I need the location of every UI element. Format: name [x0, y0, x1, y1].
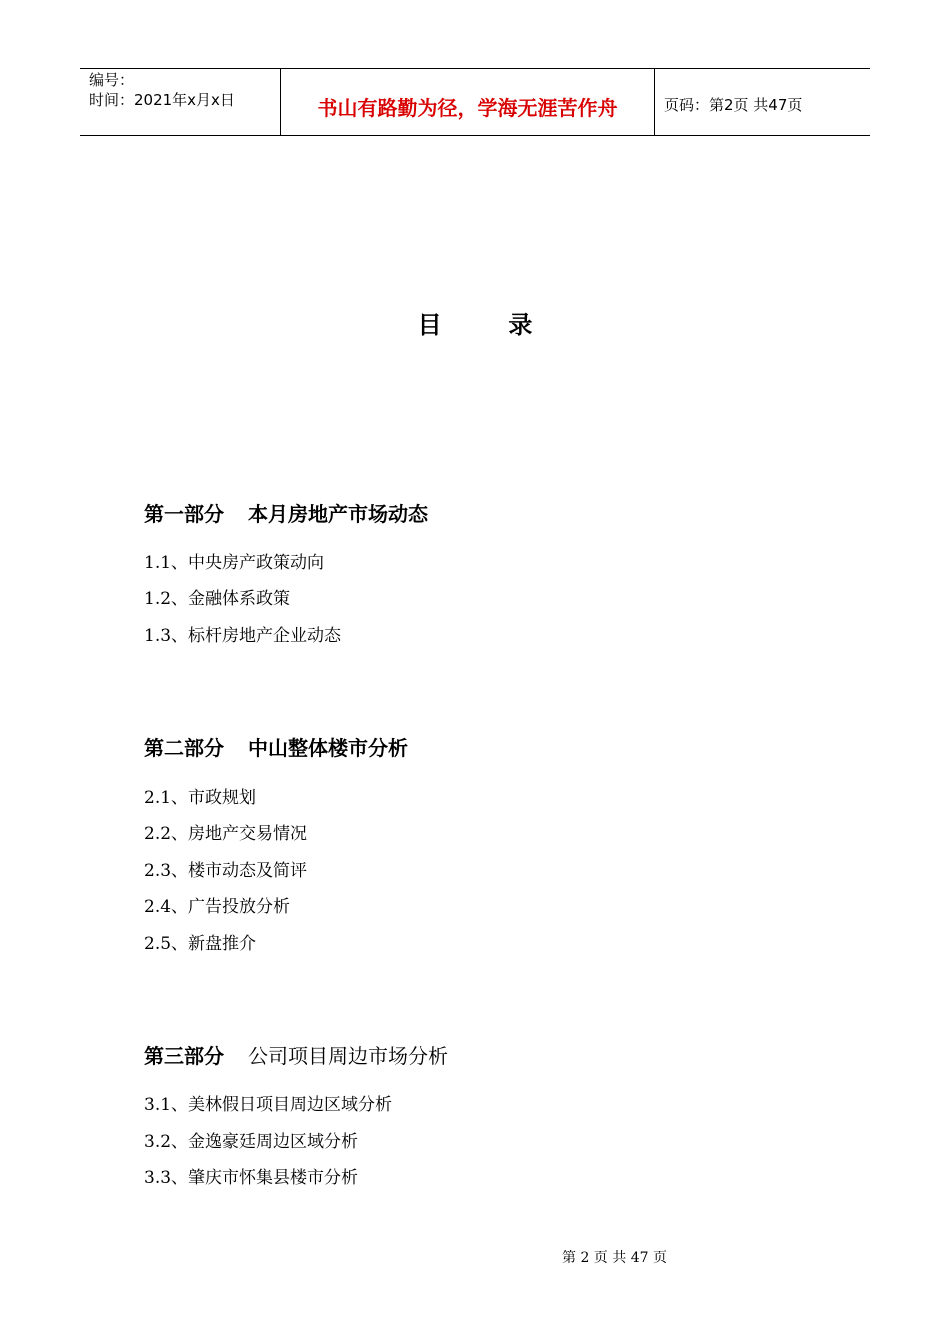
toc-title: 目 录: [417, 311, 533, 339]
header-page-cell: [655, 69, 870, 135]
toc-item: 1.1、中央房产政策动向: [144, 553, 325, 573]
section-part-label: 第二部分: [144, 736, 224, 760]
toc-item: 2.1、市政规划: [144, 788, 257, 808]
header-motto: 书山有路勤为径，学海无涯苦作舟: [317, 96, 618, 120]
page-footer: 第 2 页 共 47 页: [562, 1250, 667, 1266]
section-name: 公司项目周边市场分析: [248, 1044, 448, 1068]
section-part-label: 第一部分: [144, 502, 224, 526]
toc-item: 3.1、美林假日项目周边区域分析: [144, 1095, 393, 1115]
page-header: [80, 68, 870, 136]
toc-item: 2.4、广告投放分析: [144, 897, 291, 917]
toc-item: 3.3、肇庆市怀集县楼市分析: [144, 1168, 359, 1188]
toc-section-1-heading: [144, 498, 428, 527]
document-date-label: 时间：2021年x月x日: [89, 91, 235, 109]
toc-item: 2.3、楼市动态及简评: [144, 861, 308, 881]
header-page-code: 页码：第2页 共47页: [664, 96, 803, 114]
header-motto-cell: [281, 69, 655, 135]
toc-item: 2.5、新盘推介: [144, 934, 257, 954]
header-info-cell: [80, 69, 281, 135]
toc-section-3-heading: [144, 1040, 448, 1069]
toc-section-2-heading: [144, 732, 408, 761]
section-name: 中山整体楼市分析: [248, 736, 408, 760]
toc-item: 2.2、房地产交易情况: [144, 824, 308, 844]
section-part-label: 第三部分: [144, 1044, 224, 1068]
section-name: 本月房地产市场动态: [248, 502, 428, 526]
document-number-label: 编号：: [89, 71, 135, 89]
toc-item: 1.2、金融体系政策: [144, 589, 291, 609]
toc-item: 3.2、金逸豪廷周边区域分析: [144, 1132, 359, 1152]
toc-item: 1.3、标杆房地产企业动态: [144, 626, 342, 646]
